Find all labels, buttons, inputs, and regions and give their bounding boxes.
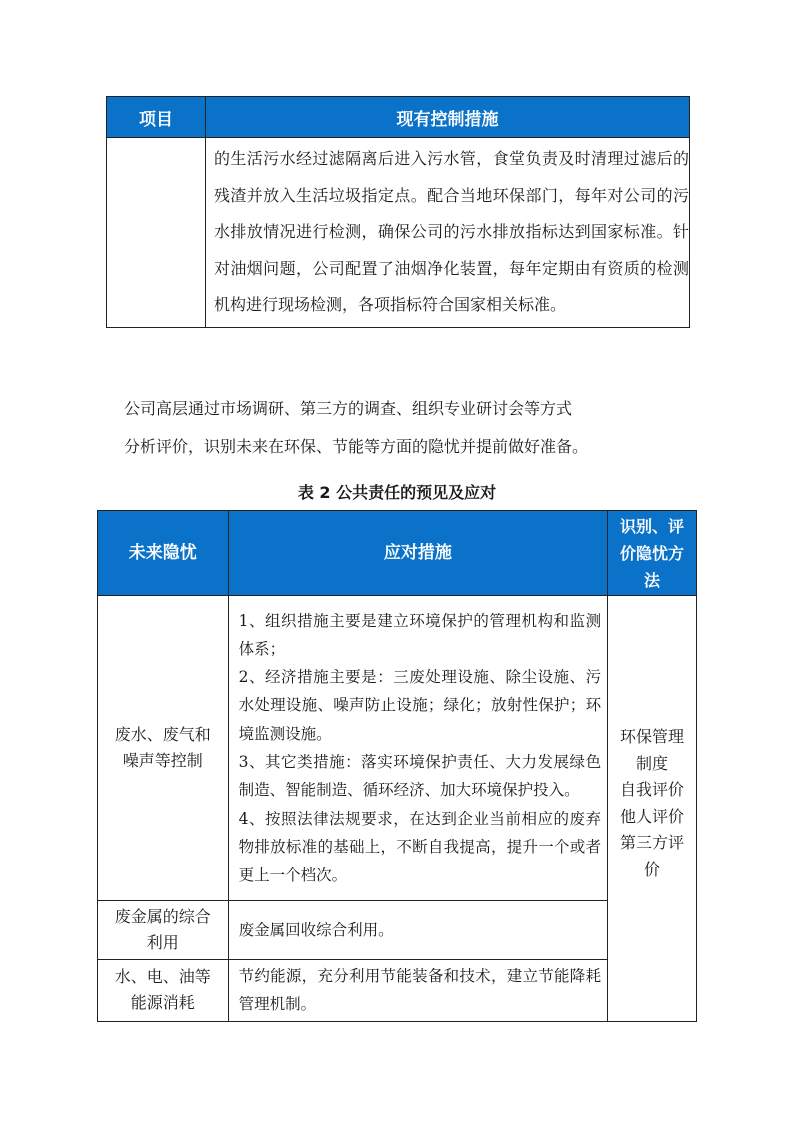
- row-category: 水、电、油等 能源消耗: [98, 960, 229, 1022]
- measure-item: 1、组织措施主要是建立环境保护的管理机构和监测体系；: [238, 611, 602, 658]
- paragraph-line: 分析评价，识别未来在环保、节能等方面的隐忧并提前做好准备。: [124, 437, 589, 456]
- paragraph-line: 公司高层通过市场调研、第三方的调查、组织专业研讨会等方式: [124, 399, 573, 418]
- control-measures-text: 的生活污水经过滤隔离后进入污水管，食堂负责及时清理过滤后的残渣并放入生活垃圾指定点。配合当地环保部门，每年对公司的污水排放情况进行检测，确保公司的污水排放指标达到国家标准。针对油烟问题，公司配置了油烟净化装置，每年定期由有资质的检测机构进行现场检测，各项指标符合国家相关标准。: [206, 138, 690, 328]
- evaluation-methods: 环保管理 制度 自我评价 他人评价 第三方评 价: [608, 596, 697, 1022]
- row-category: 废金属的综合 利用: [98, 901, 229, 960]
- table-cell-empty: [107, 138, 206, 328]
- measure-item: 4、按照法律法规要求，在达到企业当前相应的废弃物排放标准的基础上，不断自我提高，提升一个或者更上一个档次。: [238, 809, 602, 885]
- measure-item: 废金属回收综合利用。: [238, 920, 394, 939]
- control-measures-table: [106, 96, 690, 328]
- row-category: 废水、废气和 噪声等控制: [98, 596, 229, 901]
- measure-item: 3、其它类措施：落实环境保护责任、大力发展绿色制造、智能制造、循环经济、加大环境保护投入。: [238, 753, 602, 800]
- measure-item: 2、经济措施主要是：三废处理设施、除尘设施、污水处理设施、噪声防止设施；绿化；放射性保护；环境监测设施。: [238, 668, 602, 743]
- table-row: [98, 901, 697, 960]
- table-row: [98, 960, 697, 1022]
- header-item: 项目: [107, 97, 206, 138]
- measure-item: 节约能源，充分利用节能装备和技术，建立节能降耗管理机制。: [238, 967, 602, 1014]
- header-response-measures: 应对措施: [228, 511, 608, 596]
- row-measures: [228, 596, 608, 901]
- table-row: [107, 138, 690, 328]
- table-header-row: [98, 511, 697, 596]
- table-header-row: [107, 97, 690, 138]
- table-caption: 表 2 公共责任的预见及应对: [297, 483, 497, 502]
- header-evaluation-method: 识别、评 价隐忧方 法: [608, 511, 697, 596]
- table-row: [98, 596, 697, 901]
- header-future-concerns: 未来隐忧: [98, 511, 229, 596]
- row-measures: [228, 960, 608, 1022]
- public-responsibility-table: [97, 510, 697, 1022]
- body-paragraph: [124, 390, 694, 466]
- header-control-measures: 现有控制措施: [206, 97, 690, 138]
- row-measures: [228, 901, 608, 960]
